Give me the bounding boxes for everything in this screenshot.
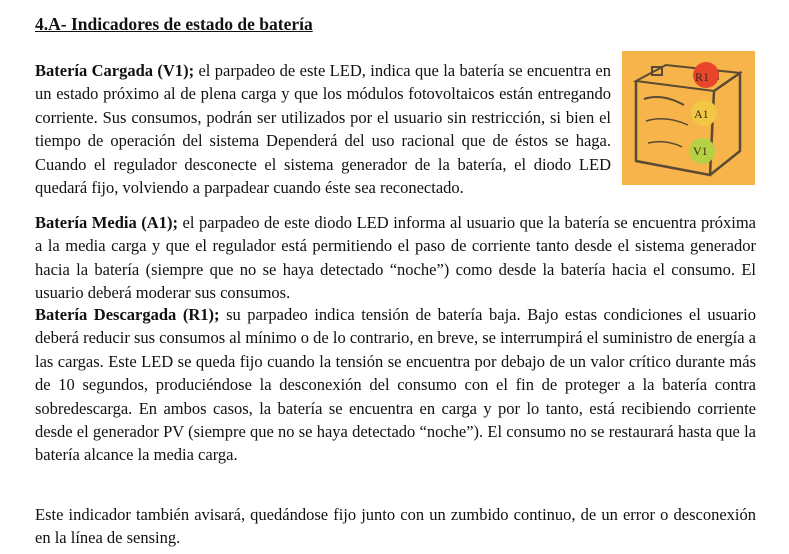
led-label-a1: A1 <box>694 107 709 121</box>
paragraph-bateria-media <box>35 211 756 305</box>
paragraph-body: su parpadeo indica tensión de batería baja. Bajo estas condiciones el usuario deberá reducir sus consumos al mínimo o de lo contrario, en breve, se interrumpirá el suministro de energía a las cargas. Este LED se queda fijo cuando la tensión se encuentra por debajo de un valor crítico durante más de 10 segundos, produciéndose la desconexión del consumo con el fin de proteger a la batería contra sobredescarga. En ambos casos, la batería se encuentra en carga y por lo tanto, está recibiendo corriente desde el generador PV (siempre que no se haya detectado “noche”). El consumo no se restaurará hasta que la batería alcance la media carga. <box>35 305 756 465</box>
battery-detail-stroke <box>648 142 682 147</box>
paragraph-bateria-descargada <box>35 303 756 467</box>
paragraph-heading: Batería Descargada (R1); <box>35 305 220 324</box>
battery-side-outline <box>710 73 740 175</box>
section-title: 4.A- Indicadores de estado de batería <box>35 14 313 34</box>
paragraph-body: el parpadeo de este LED, indica que la batería se encuentra en un estado próximo al de plena carga y que los módulos fotovoltaicos están entregando corriente. Sus consumos, podrán ser utilizados por el usuario sin restricción, si bien el tiempo de operación del sistema Dependerá del uso racional que de éstos se haga. Cuando el regulador desconecte el sistema generador de la batería, el diodo LED quedará fijo, volviendo a parpadear cuando éste sea reconectado. <box>35 61 612 198</box>
paragraph-heading: Batería Cargada (V1); <box>35 61 195 80</box>
battery-handle-stroke <box>644 97 684 105</box>
led-label-r1: R1 <box>695 70 710 84</box>
paragraph-heading: Batería Media (A1); <box>35 213 178 232</box>
led-label-v1: V1 <box>693 144 708 158</box>
battery-detail-stroke <box>646 119 688 125</box>
battery-indicator-figure <box>622 51 755 185</box>
paragraph-error-sensing <box>35 503 756 550</box>
paragraph-bateria-cargada <box>35 59 611 199</box>
paragraph-body: Este indicador también avisará, quedándose fijo junto con un zumbido continuo, de un error o desconexión en la línea de sensing. <box>35 505 756 548</box>
battery-illustration <box>622 51 755 185</box>
paragraph-body: el parpadeo de este diodo LED informa al usuario que la batería se encuentra próxima a la media carga y que el regulador está permitiendo el paso de corriente tanto desde el sistema generador hacia la batería (siempre que no se haya detectado “noche”) como desde la batería hacia el consumo. El usuario deberá moderar sus consumos. <box>35 213 756 303</box>
